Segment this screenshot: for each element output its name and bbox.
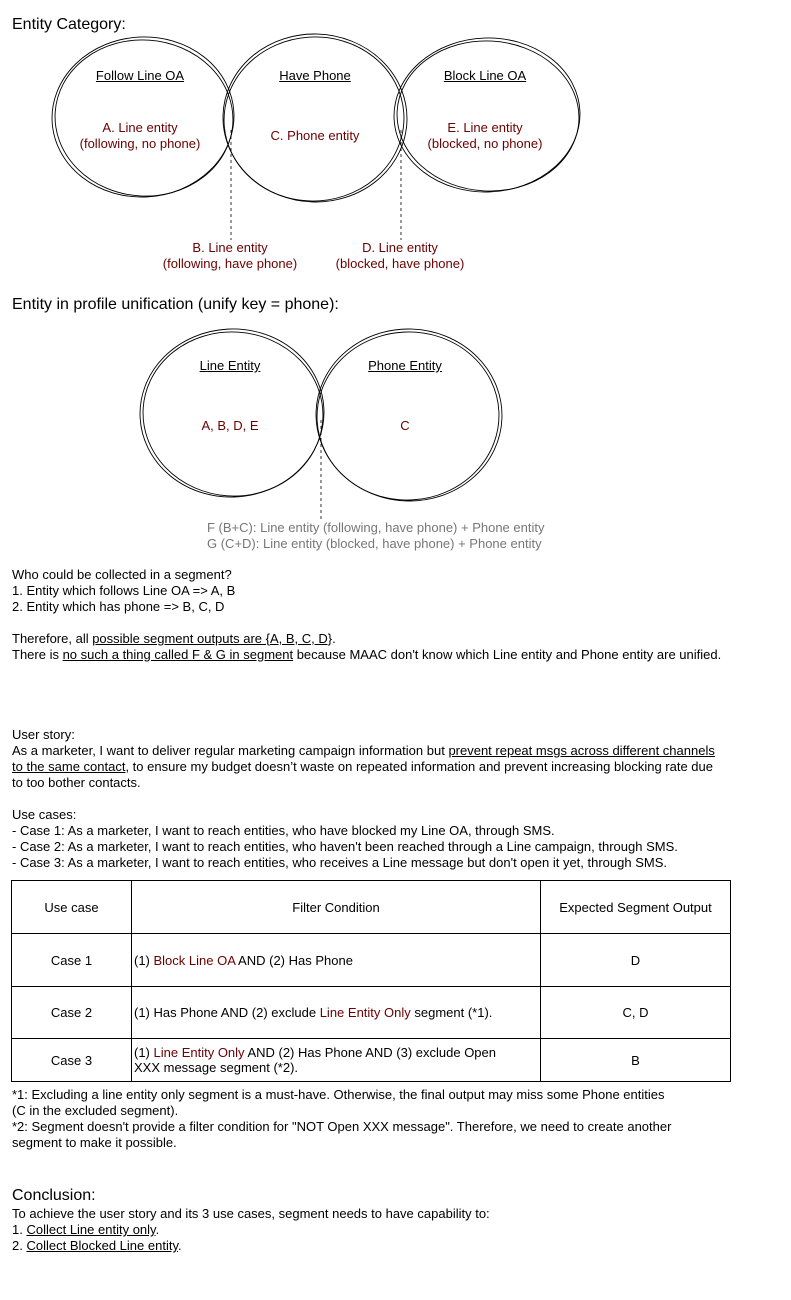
conclusion-item1-pre: 1. xyxy=(12,1222,27,1237)
row1-filter-b: AND (2) Has Phone xyxy=(235,952,353,968)
label-phone-entity: Phone Entity xyxy=(368,358,442,373)
label-have-phone: Have Phone xyxy=(279,68,351,83)
entity-e-line2: (blocked, no phone) xyxy=(427,136,543,151)
therefore-pre: Therefore, all xyxy=(12,631,93,646)
story-block xyxy=(12,727,715,871)
therefore-post: . xyxy=(332,631,336,646)
row3-case: Case 3 xyxy=(12,1039,132,1082)
footnote2-line2: segment to make it possible. xyxy=(12,1135,177,1150)
use-case-1: - Case 1: As a marketer, I want to reach entities, who have blocked my Line OA, through SMS. xyxy=(12,823,555,838)
row2-filter-b: segment (*1). xyxy=(410,1005,493,1020)
row3-output: B xyxy=(541,1039,731,1082)
story-line2-post: , to ensure my budget doesn’t waste on repeated information and prevent increasing blocking rate due xyxy=(125,759,713,774)
row2-output: C, D xyxy=(541,987,731,1039)
header-filter-condition: Filter Condition xyxy=(132,881,541,934)
row1-case: Case 1 xyxy=(12,934,132,987)
therefore-line xyxy=(12,631,721,647)
entity-d-line2: (blocked, have phone) xyxy=(335,256,465,271)
conclusion-item2-post: . xyxy=(177,1238,182,1253)
story-line1-pre: As a marketer, I want to deliver regular marketing campaign information but xyxy=(12,743,449,758)
footnote2-line1: *2: Segment doesn't provide a filter condition for "NOT Open XXX message". Therefore, we need to create another xyxy=(12,1119,672,1134)
row2-case: Case 2 xyxy=(12,987,132,1039)
row1-output: D xyxy=(541,934,731,987)
conclusion-item1-underlined: Collect Line entity only xyxy=(26,1222,156,1237)
use-case-2: - Case 2: As a marketer, I want to reach entities, who haven't been reached through a Line campaign, through SMS. xyxy=(12,839,678,854)
circle-have-phone xyxy=(220,31,410,205)
row2-filter-red: Line Entity Only xyxy=(319,1005,411,1020)
who-line1: Who could be collected in a segment? xyxy=(12,567,232,582)
note-g: G (C+D): Line entity (blocked, have phone) + Phone entity xyxy=(207,536,542,551)
table-row xyxy=(12,1039,731,1082)
entity-c: C. Phone entity xyxy=(270,128,360,143)
venn-diagrams xyxy=(0,0,791,560)
conclusion-item2-underlined: Collect Blocked Line entity xyxy=(26,1238,178,1253)
who-line3: 2. Entity which has phone => B, C, D xyxy=(12,599,225,614)
conclusion-item2-pre: 2. xyxy=(12,1238,27,1253)
row1-filter-a: (1) xyxy=(134,952,154,968)
header-expected-output: Expected Segment Output xyxy=(541,881,731,934)
row3-filter-b: AND (2) Has Phone AND (3) exclude Open xyxy=(244,1045,496,1060)
row1-filter-red: Block Line OA xyxy=(153,952,236,968)
row3-filter-red: Line Entity Only xyxy=(153,1045,245,1060)
conclusion-title: Conclusion: xyxy=(12,1187,96,1204)
row3-filter-line2: XXX message segment (*2). xyxy=(134,1060,299,1075)
footnote1-line2: (C in the excluded segment). xyxy=(12,1103,179,1118)
circle-line-entity xyxy=(136,324,329,501)
circle-follow-line-oa xyxy=(48,32,238,201)
conclusion-item2 xyxy=(12,1238,490,1254)
there-underlined: no such a thing called F & G in segment xyxy=(62,647,294,662)
entity-b-line1: B. Line entity xyxy=(192,240,268,255)
story-line1 xyxy=(12,743,715,759)
line-entity-members: A, B, D, E xyxy=(201,418,259,433)
row2-filter-a: (1) Has Phone AND (2) exclude xyxy=(134,1005,320,1020)
there-post: because MAAC don't know which Line entity and Phone entity are unified. xyxy=(293,647,722,662)
section2-title: Entity in profile unification (unify key = phone): xyxy=(12,296,339,313)
row3-filter xyxy=(132,1039,541,1082)
there-line xyxy=(12,647,721,663)
use-case-table xyxy=(11,880,731,1082)
label-line-entity: Line Entity xyxy=(199,358,261,373)
use-cases-title: Use cases: xyxy=(12,807,77,822)
note-f: F (B+C): Line entity (following, have phone) + Phone entity xyxy=(207,520,545,535)
table-row xyxy=(12,934,731,987)
label-follow-line-oa: Follow Line OA xyxy=(95,68,185,83)
section1-title: Entity Category: xyxy=(12,16,126,33)
phone-entity-members: C xyxy=(400,418,410,433)
row2-filter xyxy=(132,987,541,1039)
entity-a-line2: (following, no phone) xyxy=(79,136,201,151)
entity-b-line2: (following, have phone) xyxy=(162,256,298,271)
conclusion-item1-post: . xyxy=(155,1222,160,1237)
story-line1-underlined: prevent repeat msgs across different channels xyxy=(448,743,715,758)
there-pre: There is xyxy=(12,647,63,662)
footnotes-block xyxy=(12,1087,671,1151)
row3-filter-a: (1) xyxy=(134,1045,154,1060)
story-line2-underlined: to the same contact xyxy=(12,759,126,774)
use-case-3: - Case 3: As a marketer, I want to reach entities, who receives a Line message but don't open it yet, through SMS. xyxy=(12,855,667,870)
conclusion-block xyxy=(12,1206,490,1254)
entity-a-line1: A. Line entity xyxy=(102,120,178,135)
entity-e-line1: E. Line entity xyxy=(447,120,523,135)
conclusion-item1 xyxy=(12,1222,490,1238)
table-header-row xyxy=(12,881,731,934)
who-line2: 1. Entity which follows Line OA => A, B xyxy=(12,583,236,598)
row1-filter xyxy=(132,934,541,987)
story-title: User story: xyxy=(12,727,75,742)
label-block-line-oa: Block Line OA xyxy=(443,68,527,83)
conclusion-line1: To achieve the user story and its 3 use cases, segment needs to have capability to: xyxy=(12,1206,490,1221)
who-block xyxy=(12,567,721,663)
table-row xyxy=(12,987,731,1039)
header-use-case: Use case xyxy=(12,881,132,934)
circle-block-line-oa xyxy=(391,35,582,195)
circle-phone-entity xyxy=(313,326,505,504)
footnote1-line1: *1: Excluding a line entity only segment is a must-have. Otherwise, the final output may miss some Phone entities xyxy=(12,1087,665,1102)
entity-d-line1: D. Line entity xyxy=(362,240,438,255)
story-line3: to too bother contacts. xyxy=(12,775,141,790)
story-line2 xyxy=(12,759,715,775)
therefore-underlined: possible segment outputs are {A, B, C, D} xyxy=(92,631,333,646)
